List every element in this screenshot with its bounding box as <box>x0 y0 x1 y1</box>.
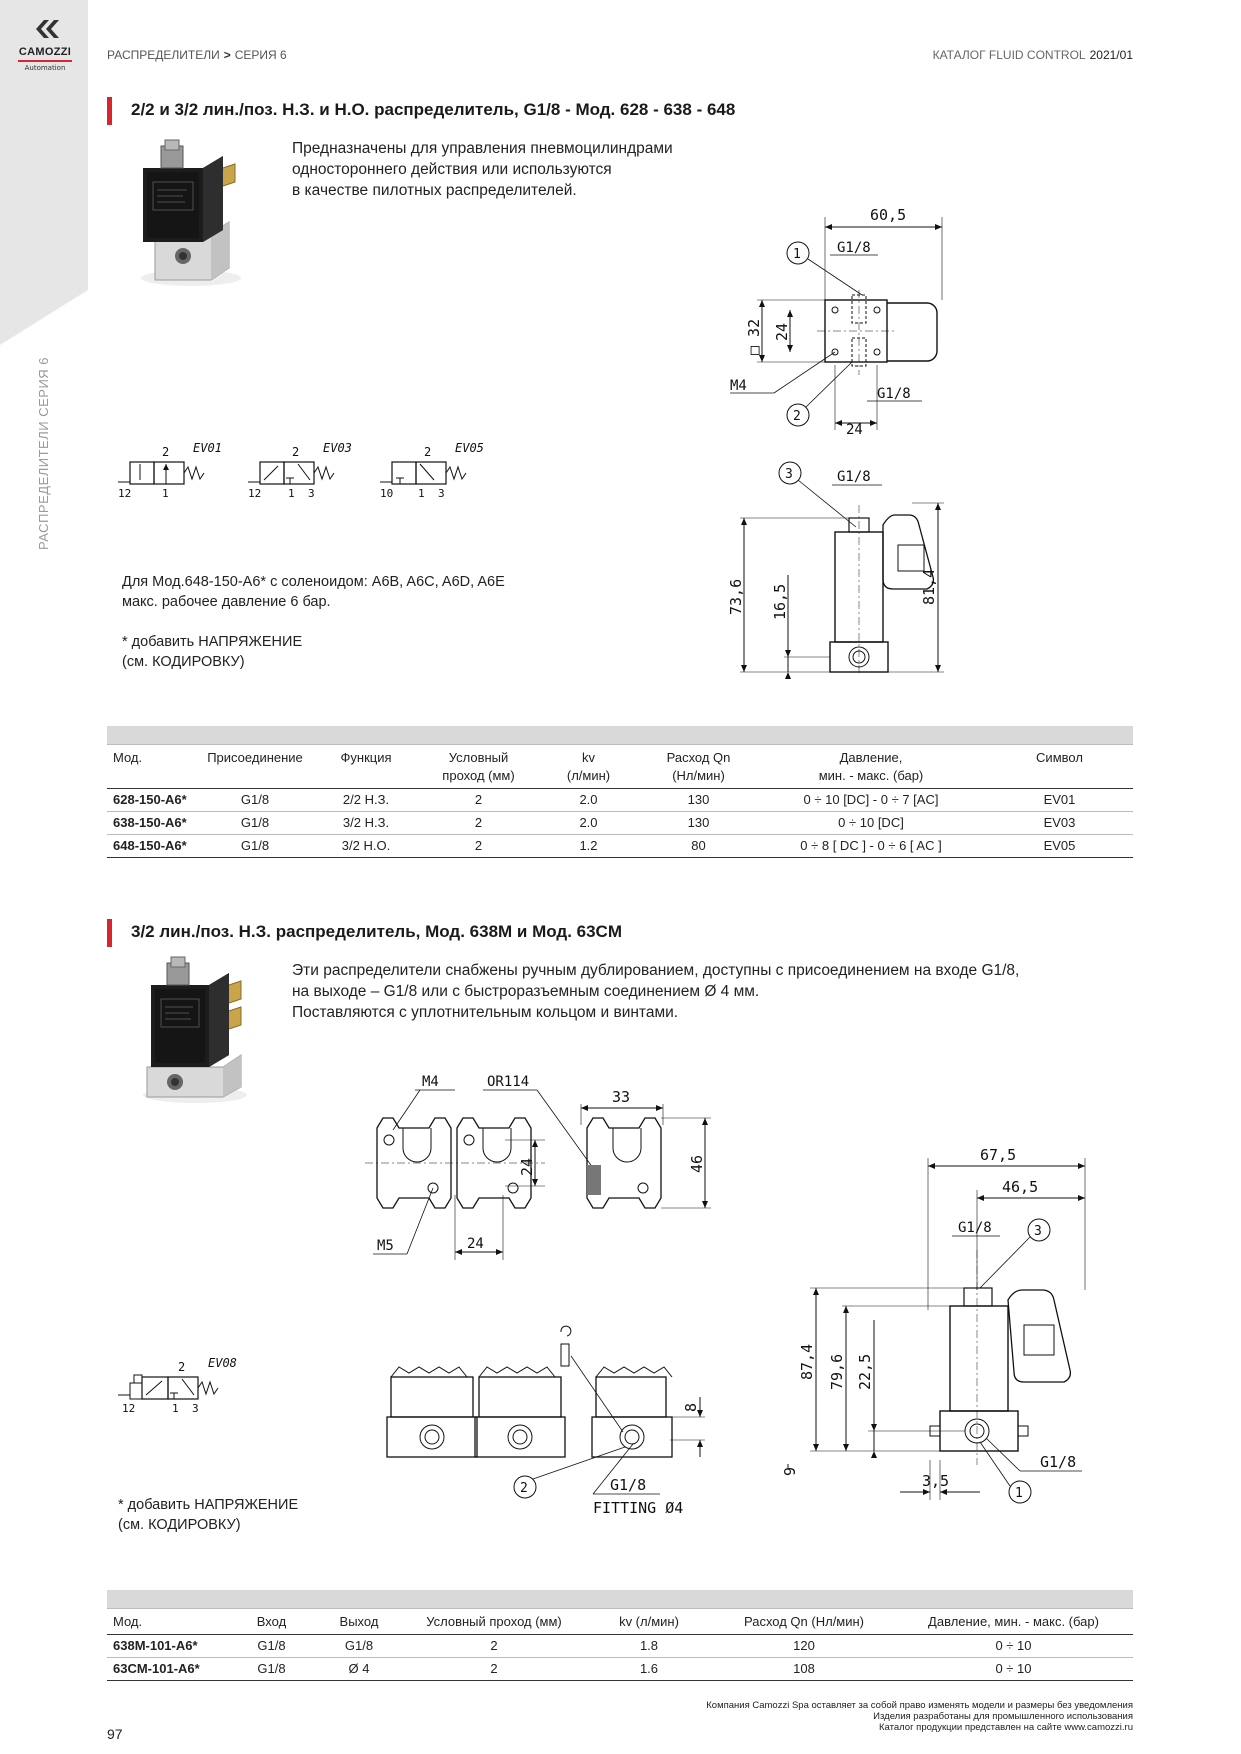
drawing-manifold <box>365 1070 720 1265</box>
table-row <box>107 811 1133 834</box>
fitting-label: FITTING Ø4 <box>593 1499 684 1517</box>
note-line: (см. КОДИРОВКУ) <box>118 1517 241 1533</box>
section-1-description <box>292 138 673 201</box>
symbol-port-label: 2 <box>292 445 300 459</box>
dim-46: 46,5 <box>1002 1178 1039 1196</box>
note-line: Для Мод.648-150-А6* с соленоидом: A6B, A6C, A6D, A6E <box>122 574 505 590</box>
table-cell: 0 ÷ 10 [DC] - 0 ÷ 7 [AC] <box>756 788 986 811</box>
table-cell: 120 <box>714 1634 894 1657</box>
symbol-port-label: 3 <box>438 487 445 500</box>
breadcrumb-item-1[interactable]: РАСПРЕДЕЛИТЕЛИ <box>107 48 220 62</box>
section-1-note <box>122 572 505 612</box>
table-cell: 0 ÷ 10 <box>894 1634 1133 1657</box>
table-row <box>107 1657 1133 1680</box>
column-header: Условный проход (мм) <box>404 1608 584 1634</box>
brand-divider <box>18 60 72 62</box>
column-header: Расход Qn (Нл/мин) <box>714 1608 894 1634</box>
screw-m5-label: M5 <box>377 1238 394 1254</box>
table-cell-model[interactable]: 648-150-A6* <box>107 834 199 857</box>
dim-33: 33 <box>612 1088 631 1106</box>
symbol-ev03 <box>248 441 352 500</box>
symbol-port-label: 3 <box>308 487 315 500</box>
symbol-ev05 <box>380 441 484 500</box>
symbol-port-label: 12 <box>248 487 262 500</box>
drawing-side-view-2 <box>780 1140 1105 1520</box>
brand-sub: Automation <box>24 64 66 72</box>
column-header: kv (л/мин) <box>536 744 641 788</box>
table-cell: G1/8 <box>229 1634 314 1657</box>
front-module-2 <box>475 1367 565 1457</box>
table-cell: 2 <box>421 834 536 857</box>
breadcrumb <box>107 48 287 62</box>
symbol-port-label: 2 <box>178 1360 186 1374</box>
table-cell: G1/8 <box>229 1657 314 1680</box>
manual-override-icon <box>561 1344 569 1366</box>
manifold-end-module <box>587 1118 661 1208</box>
table-cell: 2.0 <box>536 811 641 834</box>
table-header-bar <box>107 1590 1133 1608</box>
table-cell: 108 <box>714 1657 894 1680</box>
column-header: Выход <box>314 1608 404 1634</box>
side-section-label <box>36 355 52 555</box>
table-header-row <box>107 744 1133 788</box>
catalog-label <box>933 48 1133 62</box>
symbol-code-label: EV08 <box>208 1356 237 1370</box>
section-2-title: 3/2 лин./поз. Н.З. распределитель, Мод. 638M и Мод. 63CM <box>107 922 622 942</box>
dim-24-vertical: 24 <box>773 322 791 341</box>
column-header: Мод. <box>107 1608 229 1634</box>
footer-line[interactable]: Каталог продукции представлен на сайте www.camozzi.ru <box>879 1722 1133 1733</box>
dim-16: 16,5 <box>771 583 789 620</box>
dim-24-horizontal: 24 <box>467 1236 484 1252</box>
note-line: (см. КОДИРОВКУ) <box>122 654 245 670</box>
table-cell-model[interactable]: 638M-101-A6* <box>107 1634 229 1657</box>
note-line: * добавить НАПРЯЖЕНИЕ <box>122 634 303 650</box>
section-1-description-line: в качестве пилотных распределителей. <box>292 182 577 199</box>
table-cell: 1.6 <box>584 1657 714 1680</box>
page-number: 97 <box>107 1726 123 1742</box>
table-cell-model[interactable]: 638-150-A6* <box>107 811 199 834</box>
breadcrumb-separator: > <box>223 48 231 62</box>
column-header: Давление, мин. - макс. (бар) <box>756 744 986 788</box>
port-top-label: G1/8 <box>837 240 871 256</box>
column-header: Расход Qn (Нл/мин) <box>641 744 756 788</box>
table-cell: 2 <box>404 1657 584 1680</box>
table-cell: 130 <box>641 811 756 834</box>
valve-symbols <box>118 440 484 505</box>
column-header: Давление, мин. - макс. (бар) <box>894 1608 1133 1634</box>
brand-logo[interactable] <box>10 18 80 72</box>
screw-m4-label: M4 <box>422 1074 439 1090</box>
table-cell: 2 <box>404 1634 584 1657</box>
note-line: * добавить НАПРЯЖЕНИЕ <box>118 1497 299 1513</box>
specs-table-1 <box>107 726 1133 858</box>
symbol-ev08 <box>118 1355 258 1420</box>
table-cell: EV03 <box>986 811 1133 834</box>
table-cell: 130 <box>641 788 756 811</box>
column-header: Вход <box>229 1608 314 1634</box>
section-1-title: 2/2 и 3/2 лин./поз. Н.З. и Н.О. распределитель, G1/8 - Мод. 628 - 638 - 648 <box>107 100 735 120</box>
drawing-top-view <box>712 205 952 438</box>
table-header-bar <box>107 726 1133 744</box>
port-label: G1/8 <box>610 1476 647 1494</box>
brand-name: CAMOZZI <box>18 46 72 58</box>
symbol-port-label: 1 <box>162 487 169 500</box>
symbol-port-label: 10 <box>380 487 394 500</box>
table-cell: 3/2 Н.О. <box>311 834 421 857</box>
table-cell: G1/8 <box>199 811 311 834</box>
section-2-description-line: Поставляются с уплотнительным кольцом и винтами. <box>292 1004 679 1021</box>
column-header: Мод. <box>107 744 199 788</box>
column-header: Функция <box>311 744 421 788</box>
table-cell: 2 <box>421 811 536 834</box>
dim-24-horizontal: 24 <box>846 422 863 438</box>
product-photo-628 <box>133 138 245 290</box>
note-line: макс. рабочее давление 6 бар. <box>122 594 331 610</box>
table-cell: 0 ÷ 10 [DC] <box>756 811 986 834</box>
table-cell: Ø 4 <box>314 1657 404 1680</box>
callout-1: 1 <box>793 247 801 262</box>
front-module-3 <box>592 1367 672 1457</box>
table-cell-model[interactable]: 628-150-A6* <box>107 788 199 811</box>
table-cell: EV05 <box>986 834 1133 857</box>
table-header-row <box>107 1608 1133 1634</box>
column-header: Символ <box>986 744 1133 788</box>
breadcrumb-item-2[interactable]: СЕРИЯ 6 <box>234 48 287 62</box>
table-cell: 1.8 <box>584 1634 714 1657</box>
callout-3: 3 <box>785 467 793 482</box>
dim-22: 22,5 <box>856 1353 874 1390</box>
symbol-ev01 <box>118 441 222 500</box>
symbol-port-label: 3 <box>192 1402 199 1415</box>
screw-label: M4 <box>730 378 747 394</box>
section-1-description-line: Предназначены для управления пневмоцилиндрами <box>292 140 673 157</box>
oring-label: OR114 <box>487 1074 530 1090</box>
dim-width: 60,5 <box>870 206 907 224</box>
symbol-port-label: 1 <box>172 1402 179 1415</box>
table-cell: EV01 <box>986 788 1133 811</box>
table-cell: 2/2 Н.З. <box>311 788 421 811</box>
table-cell: G1/8 <box>314 1634 404 1657</box>
dim-square: □ 32 <box>745 318 763 355</box>
drawing-front-view <box>385 1322 725 1522</box>
dim-46: 46 <box>688 1154 706 1173</box>
table-cell: 2 <box>421 788 536 811</box>
table-row <box>107 1634 1133 1657</box>
front-module-1 <box>387 1367 477 1457</box>
catalog-year: 2021/01 <box>1089 48 1133 62</box>
callout-2: 2 <box>793 409 801 424</box>
table-cell: G1/8 <box>199 834 311 857</box>
dim-9: 9 <box>781 1466 799 1476</box>
table-cell: 3/2 Н.З. <box>311 811 421 834</box>
symbol-code-label: EV01 <box>193 441 222 455</box>
symbol-port-label: 1 <box>288 487 295 500</box>
table-row <box>107 788 1133 811</box>
table-cell: 2.0 <box>536 788 641 811</box>
symbol-code-label: EV05 <box>455 441 484 455</box>
symbol-code-label: EV03 <box>323 441 352 455</box>
symbol-port-label: 12 <box>118 487 132 500</box>
dim-79: 79,6 <box>828 1353 846 1390</box>
table-row <box>107 834 1133 857</box>
callout-3: 3 <box>1034 1224 1042 1239</box>
footer-line: Изделия разработаны для промышленного использования <box>873 1711 1133 1722</box>
footer-disclaimer <box>706 1700 1133 1733</box>
table-cell-model[interactable]: 63CM-101-A6* <box>107 1657 229 1680</box>
symbol-port-label: 1 <box>418 487 425 500</box>
table-cell: 80 <box>641 834 756 857</box>
dim-3: 3,5 <box>922 1472 950 1490</box>
section-2-description-line: на выходе – G1/8 или с быстроразъемным соединением Ø 4 мм. <box>292 983 760 1000</box>
dim-67: 67,5 <box>980 1146 1017 1164</box>
table-cell: G1/8 <box>199 788 311 811</box>
dim-81: 81,4 <box>920 568 938 605</box>
port-label: G1/8 <box>837 469 871 485</box>
port-bottom-label: G1/8 <box>877 386 911 402</box>
callout-1: 1 <box>1015 1486 1023 1501</box>
callout-2: 2 <box>520 1481 528 1496</box>
side-section-label-text: РАСПРЕДЕЛИТЕЛИ СЕРИЯ 6 <box>36 356 51 550</box>
table-cell: 0 ÷ 8 [ DC ] - 0 ÷ 6 [ AC ] <box>756 834 986 857</box>
symbol-port-label: 2 <box>424 445 432 459</box>
product-photo-638m <box>133 955 251 1105</box>
footer-line: Компания Camozzi Spa оставляет за собой право изменять модели и размеры без уведомления <box>706 1700 1133 1711</box>
symbol-port-label: 2 <box>162 445 170 459</box>
table-cell: 0 ÷ 10 <box>894 1657 1133 1680</box>
specs-table-2 <box>107 1590 1133 1681</box>
column-header: kv (л/мин) <box>584 1608 714 1634</box>
drawing-side-view <box>712 455 952 675</box>
section-2-voltage-note <box>118 1495 298 1535</box>
table-cell: 1.2 <box>536 834 641 857</box>
section-1-voltage-note <box>122 632 302 672</box>
section-2-description-line: Эти распределители снабжены ручным дублированием, доступны с присоединением на входе G1/8, <box>292 962 1020 979</box>
catalog-name: КАТАЛОГ FLUID CONTROL <box>932 48 1086 62</box>
column-header: Присоединение <box>199 744 311 788</box>
port-top-label: G1/8 <box>958 1220 992 1236</box>
dim-87: 87,4 <box>798 1343 816 1380</box>
section-2-description <box>292 960 1019 1023</box>
dim-24-vertical: 24 <box>518 1157 536 1176</box>
dim-73: 73,6 <box>727 578 745 615</box>
section-1-description-line: одностороннего действия или используются <box>292 161 612 178</box>
port-bottom-label: G1/8 <box>1040 1453 1077 1471</box>
column-header: Условный проход (мм) <box>421 744 536 788</box>
camozzi-logo-icon <box>30 18 60 40</box>
symbol-port-label: 12 <box>122 1402 136 1415</box>
dim-8: 8 <box>682 1402 700 1412</box>
